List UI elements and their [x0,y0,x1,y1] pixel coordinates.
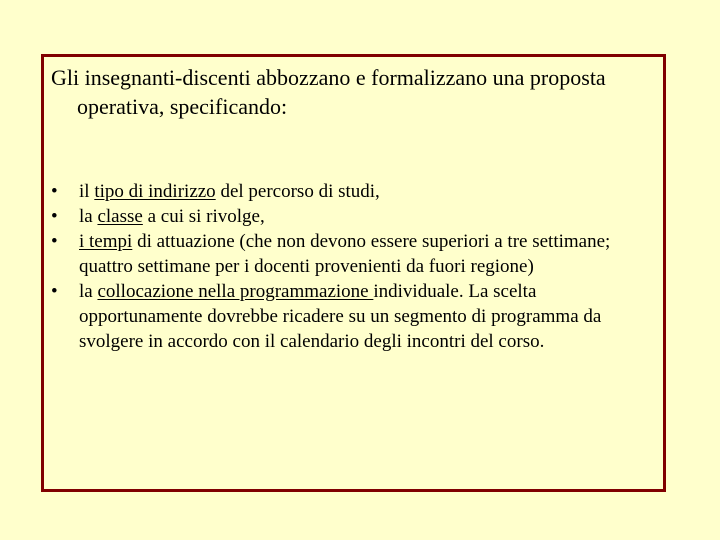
item-text-underlined: collocazione nella programmazione [97,281,374,302]
item-text-before: la [79,206,98,227]
bullet-icon: • [51,181,58,202]
slide-heading: Gli insegnanti-discenti abbozzano e formalizzano una proposta operativa, specificando: [51,65,606,119]
list-item [51,179,658,204]
bullet-icon: • [51,281,58,302]
item-text-before: il [79,181,95,202]
item-text-underlined: i tempi [79,231,133,252]
item-text-before: la [79,281,98,302]
list-item [51,204,658,229]
item-text-after: individuale. La scelta opportunamente dovrebbe ricadere su un segmento di programma da svolgere in accordo con il calendario degli incontri del corso. [79,281,602,352]
item-text-after: di attuazione (che non devono essere superiori a tre settimane; quattro settimane per i docenti provenienti da fuori regione) [79,231,611,277]
bullet-icon: • [51,206,58,227]
list-item [51,279,658,354]
slide-frame [41,54,666,492]
list-item [51,229,658,279]
item-text-underlined: classe [97,206,143,227]
item-text-after: del percorso di studi, [215,181,380,202]
bullet-list [51,179,658,354]
bullet-icon: • [51,231,58,252]
item-text-underlined: tipo di indirizzo [94,181,216,202]
item-text-after: a cui si rivolge, [142,206,265,227]
